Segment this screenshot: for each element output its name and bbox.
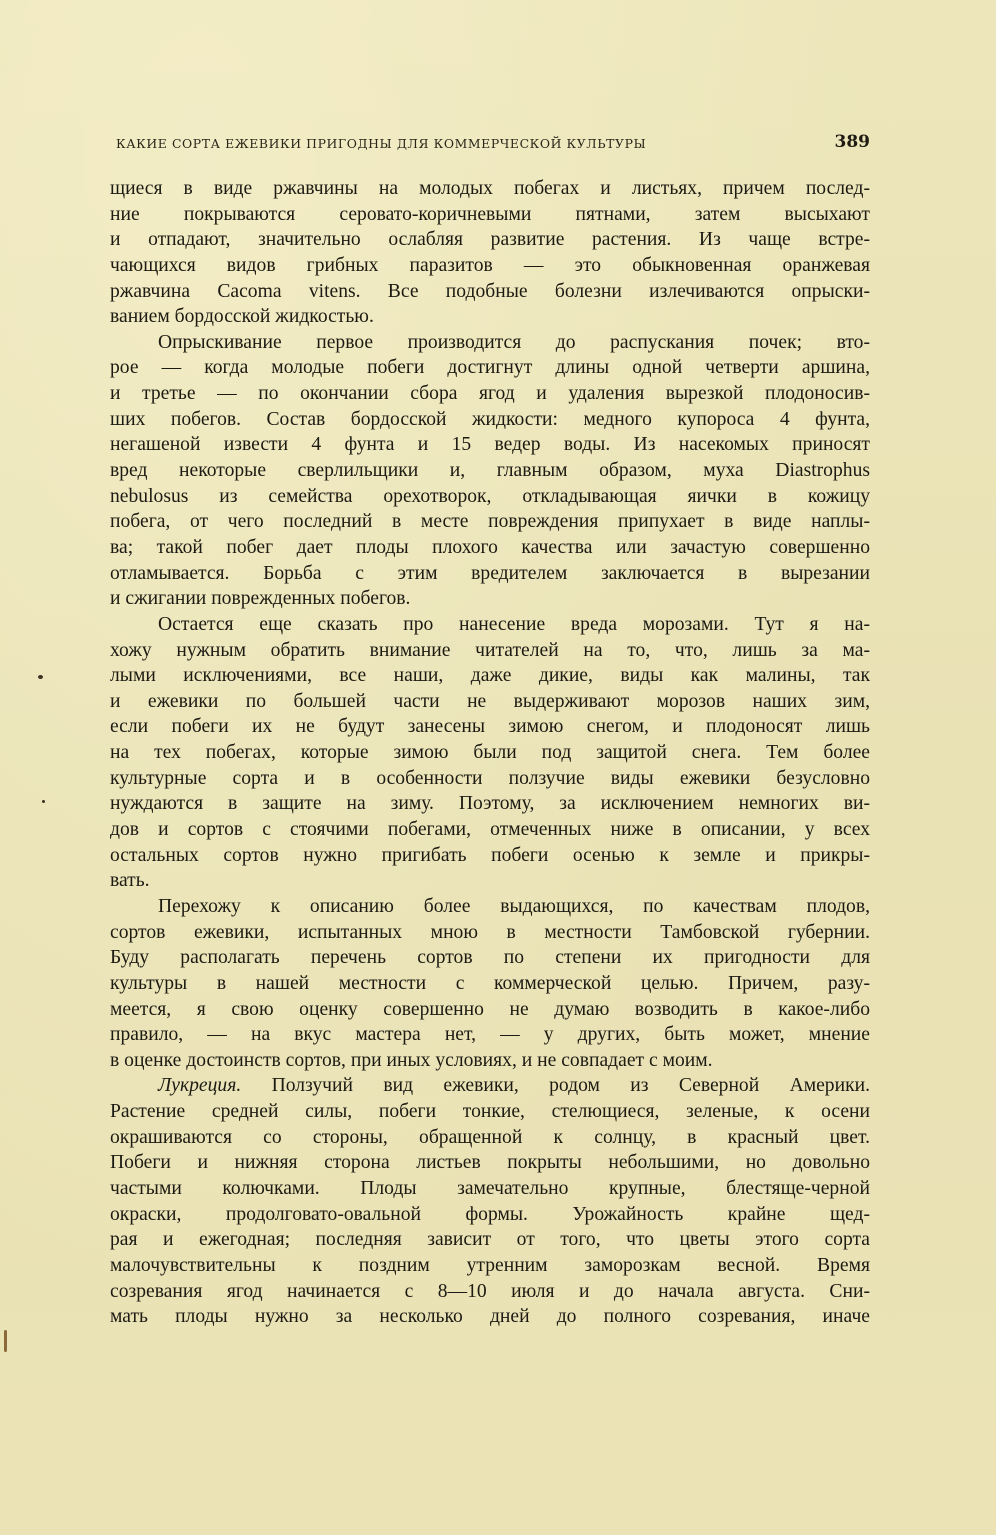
text-line: культуры в нашей местности с коммерческой целью. Причем, разу- — [110, 972, 870, 994]
text-line: чающихся видов грибных паразитов — это обыкновенная оранжевая — [110, 254, 870, 276]
text-line: Остается еще сказать про нанесение вреда морозами. Тут я на- — [158, 613, 870, 635]
text-line: nebulosus из семейства орехотворок, откладывающая яички в кожицу — [110, 485, 870, 507]
text-line: частыми колючками. Плоды замечательно крупные, блестяще-черной — [110, 1177, 870, 1199]
text-line: ванием бордосской жидкостью. — [110, 306, 374, 328]
text-line: правило, — на вкус мастера нет, — у других, быть может, мнение — [110, 1024, 870, 1046]
text-line: остальных сортов нужно пригибать побеги осенью к земле и прикры- — [110, 844, 870, 866]
text-line: культурные сорта и в особенности ползучие виды ежевики безусловно — [110, 767, 870, 789]
text-line: побега, от чего последний в месте повреждения припухает в виде наплы- — [110, 511, 870, 533]
text-line: щиеся в виде ржавчины на молодых побегах и листьях, причем послед- — [110, 178, 870, 199]
text-line: хожу нужным обратить внимание читателей на то, что, лишь за ма- — [110, 639, 870, 661]
text-line: и третье — по окончании сбора ягод и удаления вырезкой плодоносив- — [110, 383, 870, 405]
text-line: на тех побегах, которые зимою были под защитой снега. Тем более — [110, 742, 870, 764]
text-line: Побеги и нижняя сторона листьев покрыты небольшими, но довольно — [110, 1152, 870, 1174]
text-line: окраски, продолговато-овальной формы. Урожайность крайне щед- — [110, 1203, 870, 1225]
paper-speck — [38, 675, 43, 679]
text-line: ших побегов. Состав бордосской жидкости: медного купороса 4 фунта, — [110, 408, 870, 430]
variety-description: Ползучий вид ежевики, родом из Северной Америки. — [241, 1075, 870, 1097]
text-line: меется, я свою оценку совершенно не думаю возводить в какое-либо — [110, 998, 870, 1020]
text-line: дов и сортов с стоячими побегами, отмеченных ниже в описании, у всех — [110, 819, 870, 841]
text-line: Перехожу к описанию более выдающихся, по качествам плодов, — [158, 895, 870, 917]
text-line: и сжигании поврежденных побегов. — [110, 588, 411, 610]
text-line: и ежевики по большей части не выдерживают морозов наших зим, — [110, 690, 870, 712]
text-line: рое — когда молодые побеги достигнут длины одной четверти аршина, — [110, 357, 870, 379]
text-line: в оценке достоинств сортов, при иных условиях, и не совпадает с моим. — [110, 1049, 713, 1071]
text-line: мать плоды нужно за несколько дней до полного созревания, иначе — [110, 1306, 870, 1328]
text-line: отламывается. Борьба с этим вредителем заключается в вырезании — [110, 562, 870, 584]
running-title: КАКИЕ СОРТА ЕЖЕВИКИ ПРИГОДНЫ ДЛЯ КОММЕРЧЕСКОЙ КУЛЬТУРЫ — [116, 136, 647, 151]
text-line: ржавчина Cacoma vitens. Все подобные болезни излечиваются опрыски- — [110, 280, 870, 302]
text-line: рая и ежегодная; последняя зависит от того, что цветы этого сорта — [110, 1229, 870, 1251]
text-line: созревания ягод начинается с 8—10 июля и до начала августа. Сни- — [110, 1280, 870, 1302]
text-line: лыми исключениями, все наши, даже дикие, виды как малины, так — [110, 665, 870, 687]
text-line: ва; такой побег дает плоды плохого качества или зачастую совершенно — [110, 536, 870, 558]
body-text — [110, 176, 870, 1330]
paper-speck — [42, 800, 45, 803]
text-line: вред некоторые сверлильщики и, главным образом, муха Diastrophus — [110, 460, 870, 482]
text-line: окрашиваются со стороны, обращенной к солнцу, в красный цвет. — [110, 1126, 870, 1148]
text-line: и отпадают, значительно ослабляя развитие растения. Из чаще встре- — [110, 229, 870, 251]
text-line: малочувствительны к поздним утренним заморозкам весной. Время — [110, 1254, 870, 1276]
paper-speck — [4, 1330, 7, 1352]
text-line: негашеной извести 4 фунта и 15 ведер воды. Из насекомых приносят — [110, 434, 870, 456]
text-line: ние покрываются серовато-коричневыми пятнами, затем высыхают — [110, 203, 870, 225]
text-line: нуждаются в защите на зиму. Поэтому, за исключением немногих ви- — [110, 793, 870, 815]
page-number: 389 — [834, 132, 870, 152]
text-line: если побеги их не будут занесены зимою снегом, и плодоносят лишь — [110, 716, 870, 738]
running-head — [110, 132, 870, 156]
text-line: Буду располагать перечень сортов по степени их пригодности для — [110, 947, 870, 969]
text-line: Опрыскивание первое производится до распускания почек; вто- — [158, 331, 870, 353]
text-line: сортов ежевики, испытанных мною в местности Тамбовской губернии. — [110, 921, 870, 943]
text-line: Растение средней силы, побеги тонкие, стелющиеся, зеленые, к осени — [110, 1101, 870, 1123]
variety-name: Лукреция. — [158, 1075, 242, 1097]
text-line: вать. — [110, 870, 150, 892]
text-line-variety — [110, 1073, 870, 1099]
